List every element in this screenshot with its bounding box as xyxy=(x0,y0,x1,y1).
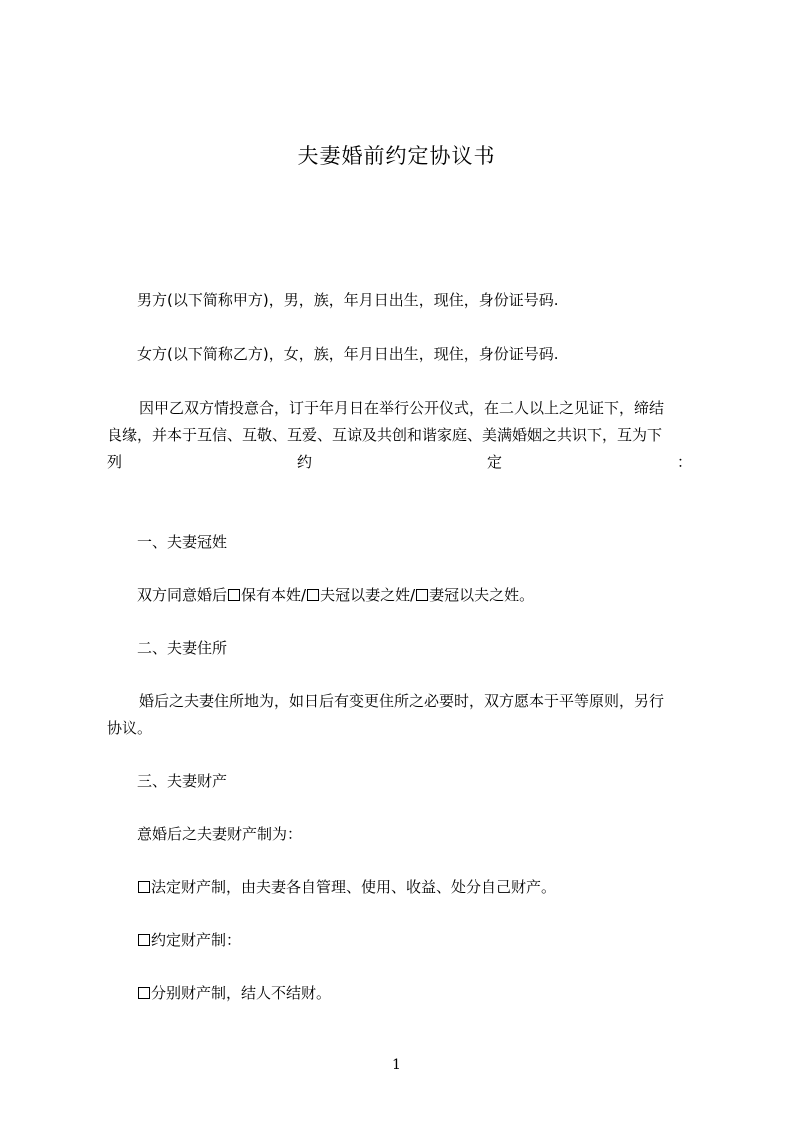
preamble-line-1: 因甲乙双方情投意合，订于年月日在举行公开仪式，在二人以上之见证下，缔结 xyxy=(139,399,665,417)
section-3-intro: 意婚后之夫妻财产制为： xyxy=(137,825,303,843)
preamble-word: 约 xyxy=(296,453,312,471)
section-3-heading: 三、夫妻财产 xyxy=(137,772,228,790)
section-2-heading: 二、夫妻住所 xyxy=(137,639,228,657)
surname-option-3: 妻冠以夫之姓。 xyxy=(429,586,535,604)
preamble-line-2: 良缘，并本于互信、互敬、互爱、互谅及共创和谐家庭、美满婚姻之共识下，互为下 xyxy=(107,426,663,444)
section-2-line-1: 婚后之夫妻住所地为，如日后有变更住所之必要时，双方愿本于平等原则，另行 xyxy=(139,692,665,710)
section-1-heading: 一、夫妻冠姓 xyxy=(137,533,228,551)
preamble-word: ： xyxy=(676,453,692,471)
document-title: 夫妻婚前约定协议书 xyxy=(297,144,496,168)
checkbox-icon xyxy=(138,934,150,946)
preamble-line-3 xyxy=(107,451,692,473)
section-1-prefix: 双方同意婚后 xyxy=(137,586,228,604)
property-option-1 xyxy=(137,876,556,898)
checkbox-icon xyxy=(307,589,319,601)
section-2-line-2: 协议。 xyxy=(107,719,153,737)
page-number: 1 xyxy=(392,1057,401,1073)
preamble-word: 定 xyxy=(486,453,502,471)
property-option-3-label: 分别财产制，结人不结财。 xyxy=(151,984,332,1002)
checkbox-icon xyxy=(416,589,428,601)
checkbox-icon xyxy=(138,881,150,893)
checkbox-icon xyxy=(138,987,150,999)
surname-option-2: 夫冠以妻之姓/ xyxy=(320,586,416,604)
property-option-3 xyxy=(137,982,331,1004)
preamble-word: 列 xyxy=(107,453,123,471)
property-option-1-label: 法定财产制，由夫妻各自管理、使用、收益、处分自己财产。 xyxy=(151,878,557,896)
section-1-text xyxy=(137,584,534,606)
party-b-paragraph: 女方(以下简称乙方)，女，族，年月日出生，现住，身份证号码. xyxy=(137,345,559,363)
checkbox-icon xyxy=(228,589,240,601)
property-option-2-label: 约定财产制： xyxy=(151,931,242,949)
party-a-paragraph: 男方(以下简称甲方)，男，族，年月日出生，现住，身份证号码. xyxy=(137,291,559,309)
property-option-2 xyxy=(137,929,241,951)
surname-option-1: 保有本姓/ xyxy=(241,586,307,604)
